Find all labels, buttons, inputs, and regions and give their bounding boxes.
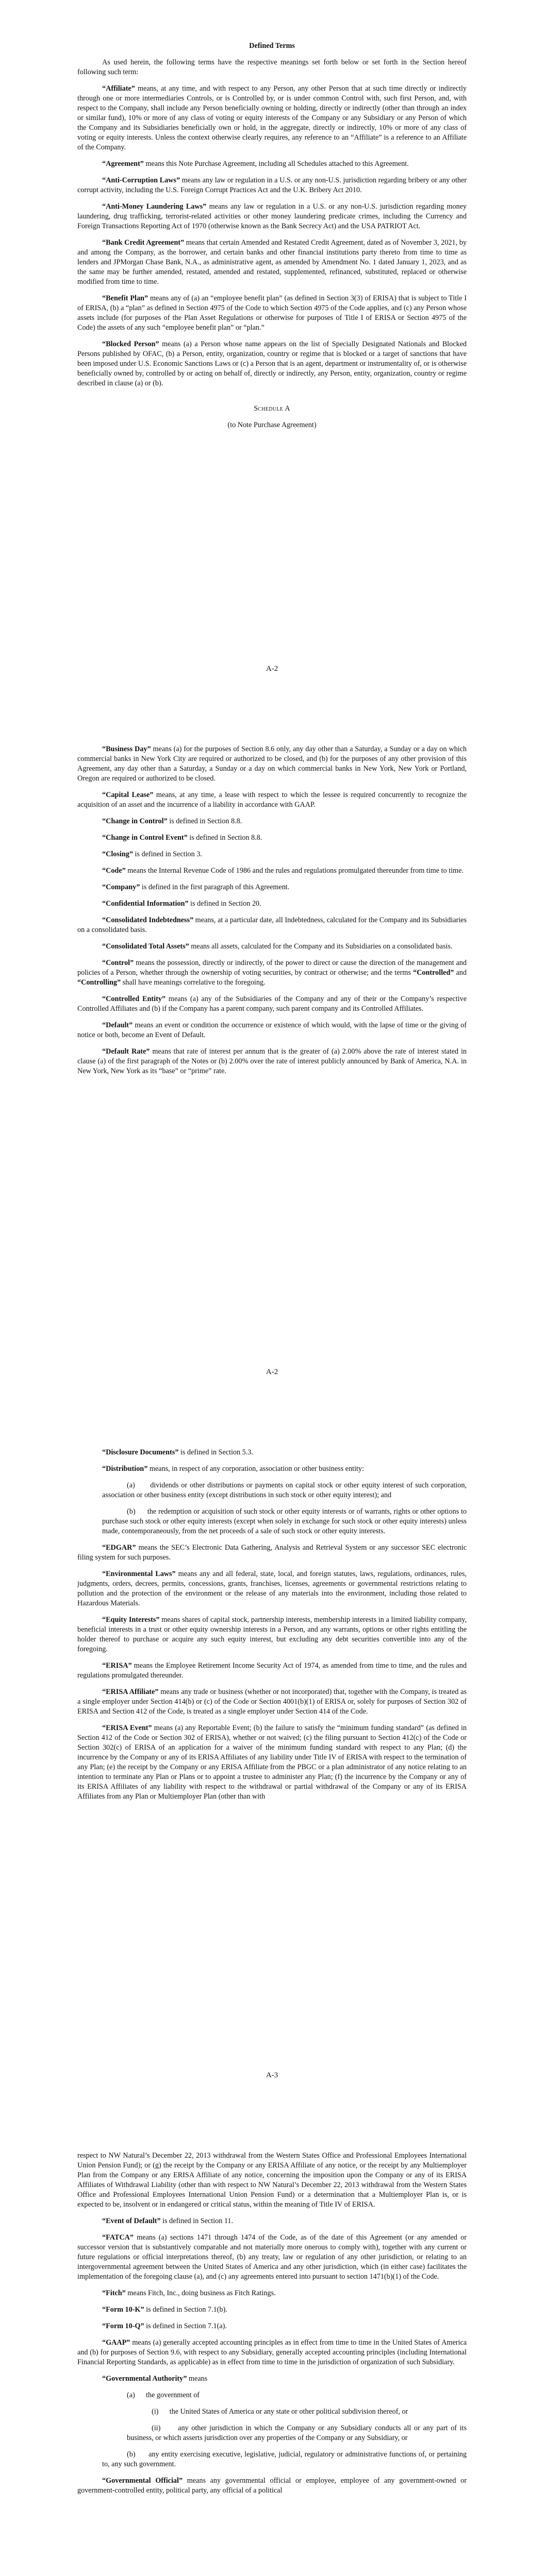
def-change-control-event: [77, 833, 467, 843]
gov-authority-clauses: [77, 2391, 467, 2469]
heading-defined-terms: Defined Terms: [249, 42, 295, 50]
def-business-day: [77, 744, 467, 784]
gov-authority-clause-ii: [127, 2424, 467, 2443]
def-bank-credit: [77, 238, 467, 287]
def-closing: [77, 850, 467, 859]
def-closing-text: is defined in Section 3.: [133, 850, 202, 858]
term-confidential: “Confidential Information”: [102, 900, 189, 908]
term-distribution: “Distribution”: [102, 1465, 148, 1473]
def-gov-official: [77, 2476, 467, 2496]
def-affiliate-text: means, at any time, and with respect to any Person, any other Person that at such time directly or indirectly through one or more intermediaries Controls, or is Controlled by, or is under common Control with, such first Person, and, with respect to the Company, shall include any Person beneficially owning or holding, directly or indirectly (other than through an index or similar fund), 10% or more of any class of voting or equity interests of the Company or any Subsidiary or any Person of which the Company and its Subsidiaries beneficially own or hold, in the aggregate, directly or indirectly, 10% or more of any class of voting or equity interests. Unless the context otherwise clearly requires, any reference to an “Affiliate” is a reference to an Affiliate of the Company.: [77, 84, 467, 151]
def-control: [77, 958, 467, 988]
def-control-mid: and: [454, 969, 467, 977]
def-controlled-entity-text: means (a) any of the Subsidiaries of the Company and any of their or the Company’s respective Controlled Affiliates and (b) if the Company has a parent company, such parent company and its Controlled Affiliates.: [77, 995, 467, 1013]
erisa-event-continued-text: respect to NW Natural’s December 22, 2013 withdrawal from the Western States Office and Professional Employees International Union Pension Fund); or (g) the receipt by the Company or any ERISA Affiliate of any notice, or the receipt by any Multiemployer Plan from the Company or any ERISA Affiliate of any notice, concerning the imposition upon the Company or any of its ERISA Affiliates of Withdrawal Liability (other than with respect to NW Natural’s December 22, 2013 withdrawal from the Western States Office and Professional Employees International Union Pension Fund) or a determination that a Multiemployer Plan is, or is expected to be, insolvent or in endangered or critical status, within the meaning of Title IV of ERISA.: [77, 2151, 467, 2209]
term-controlled-entity: “Controlled Entity”: [102, 995, 166, 1003]
def-business-day-text: means (a) for the purposes of Section 8.6 only, any day other than a Saturday, a Sunday or a day on which commercial banks in New York City are required or authorized to be closed, and (b) for the purposes of any other provision of this Agreement, any day other than a Saturday, a Sunday or a day on which commercial banks in New York, New York or Portland, Oregon are required or authorized to be closed.: [77, 745, 467, 783]
term-anti-money: “Anti-Money Laundering Laws”: [102, 202, 207, 211]
def-edgar: [77, 1543, 467, 1563]
def-distribution: [77, 1464, 467, 1474]
page-a3: [0, 1406, 544, 2110]
def-gov-authority: [77, 2374, 467, 2384]
def-edgar-text: means the SEC’s Electronic Data Gathering, Analysis and Retrieval System or any successor SEC electronic filing system for such purposes.: [77, 1544, 467, 1562]
def-disclosure: [77, 1448, 467, 1458]
erisa-event-continued: [77, 2151, 467, 2210]
def-default-text: means an event or condition the occurrence or existence of which would, with the lapse of time or the giving of notice or both, become an Event of Default.: [77, 1021, 467, 1039]
def-agreement-text: means this Note Purchase Agreement, including all Schedules attached to this Agreement.: [143, 160, 409, 168]
def-gaap-text: means (a) generally accepted accounting principles as in effect from time to time in the United States of America and (b) for purposes of Section 9.6, with respect to any Subsidiary, generally accepted accounting principles (including International Financial Reporting Standards, as applicable) as in effect from time to time in the jurisdiction of organization of such Subsidiary.: [77, 2338, 467, 2366]
def-cons-assets-text: means all assets, calculated for the Company and its Subsidiaries on a consolidated basis.: [189, 942, 453, 951]
def-anti-money-text: means any law or regulation in a U.S. or any non-U.S. jurisdiction regarding money laundering, drug trafficking, terrorist-related activities or other money laundering predicate crimes, including the Currency and Foreign Transactions Reporting Act of 1970 (otherwise known as the Bank Secrecy Act) and the USA PATRIOT Act.: [77, 202, 467, 230]
def-bank-credit-text: means that certain Amended and Restated Credit Agreement, dated as of November 3, 2021, by and among the Company, as the borrower, and certain banks and other financial institutions party thereto from time to time as lenders and JPMorgan Chase Bank, N.A., as administrative agent, as amended by Amendment No. 1 dated January 1, 2023, and as the same may be further amended, restated, amended and restated, supplemented, refinanced, substituted, replaced or otherwise modified from time to time.: [77, 239, 467, 286]
def-fitch: [77, 2289, 467, 2298]
def-blocked-person-text: means (a) a Person whose name appears on the list of Specially Designated Nationals and Blocked Persons published by OFAC, (b) a Person, entity, organization, country or regime that is blocked or a target of sanctions that have been imposed under U.S. Economic Sanctions Laws or (c) a Person that is an agent, department or instrumentality of, or is otherwise beneficially owned by, controlled by or acting on behalf of, directly or indirectly, any Person, entity, organization, country or regime described in clause (a) or (b).: [77, 340, 467, 387]
def-affiliate: [77, 84, 467, 152]
def-confidential-text: is defined in Section 20.: [188, 900, 261, 908]
def-form-10q: [77, 2321, 467, 2331]
term-fitch: “Fitch”: [102, 2289, 126, 2297]
page-number: A-3: [266, 2071, 278, 2079]
def-default-rate: [77, 1047, 467, 1076]
def-benefit-plan-text: means any of (a) an “employee benefit plan” (as defined in Section 3(3) of ERISA) that is subject to Title I of ERISA, (b) a “plan” as defined in Section 4975 of the Code to which Section 4975 of the Code applies, and (c) any Person whose assets include (for purposes of the Plan Asset Regulations or otherwise for purposes of Title I of ERISA or Section 4975 of the Code) the assets of any such “employee benefit plan” or “plan.”: [77, 294, 467, 332]
distribution-clause-b: (b) the redemption or acquisition of such stock or other equity interests or of warrants, rights or other options to purchase such stock or other equity interests (except when solely in exchange for such stock or other equity interests) unless made, contemporaneously, from the net proceeds of a sale of such stock or other equity interests.: [102, 1507, 467, 1535]
term-code: “Code”: [102, 867, 126, 875]
term-closing: “Closing”: [102, 850, 133, 858]
schedule-label: Schedule A: [254, 404, 290, 413]
gov-authority-clause-i-text: (i) the United States of America or any state or other political subdivision thereof, or: [152, 2408, 408, 2416]
def-code: [77, 866, 467, 876]
def-change-control-text: is defined in Section 8.8.: [167, 817, 242, 825]
def-company-text: is defined in the first paragraph of this Agreement.: [140, 883, 290, 891]
term-blocked-person: “Blocked Person”: [102, 340, 159, 348]
def-env-laws: [77, 1569, 467, 1608]
def-anti-corruption-text: means any law or regulation in a U.S. or any non-U.S. jurisdiction regarding bribery or any other corrupt activity, including the U.S. Foreign Corrupt Practices Act and the U.K. Bribery Act 2010.: [77, 176, 467, 194]
schedule-sublabel: (to Note Purchase Agreement): [227, 421, 317, 429]
gov-authority-clause-a: [102, 2391, 467, 2400]
def-erisa-event: [77, 1723, 467, 1802]
def-erisa-event-text: means (a) any Reportable Event; (b) the failure to satisfy the “minimum funding standard” (as defined in Section 412 of the Code or Section 302 of ERISA), whether or not waived; (c) the filing pursuant to Section 412(c) of the Code or Section 302(c) of ERISA of an application for a waiver of the minimum funding standard with respect to any Plan; (d) the incurrence by the Company or any of its ERISA Affiliates of any liability under Title IV of ERISA with respect to the termination of any Plan; (e) the receipt by the Company or any ERISA Affiliate from the PBGC or a plan administrator of any notice relating to an intention to terminate any Plan or Plans or to appoint a trustee to administer any Plan; (f) the incurrence by the Company or any of its ERISA Affiliates of any liability with respect to the withdrawal or partial withdrawal of the Company or any of its ERISA Affiliates from any Plan or Multiemployer Plan (other than with: [77, 1724, 467, 1801]
def-controlled-entity: [77, 994, 467, 1014]
term-fatca: “FATCA”: [102, 2233, 134, 2242]
def-erisa-affiliate-text: means any trade or business (whether or not incorporated) that, together with the Company, is treated as a single employer under Section 414(b) or (c) of the Code or Section 4001(b)(1) of ERISA or, solely for purposes of Section 302 of ERISA and Section 412 of the Code, is treated as a single employer under Section 414 of the Code.: [77, 1688, 467, 1716]
def-control-text: means the possession, directly or indirectly, of the power to direct or cause the direction of the management and policies of a Person, whether through the ownership of voting securities, by contract or otherwise; and the terms: [77, 959, 467, 977]
page-number: A-2: [266, 665, 278, 673]
def-fitch-text: means Fitch, Inc., doing business as Fitch Ratings.: [125, 2289, 276, 2297]
def-form-10k: [77, 2305, 467, 2315]
def-agreement: [77, 159, 467, 169]
def-change-control: [77, 817, 467, 826]
term-gov-official: “Governmental Official”: [102, 2477, 183, 2485]
page-a4: [0, 2110, 544, 2576]
term-form-10k: “Form 10-K”: [102, 2306, 144, 2314]
gov-authority-clause-i: [127, 2407, 467, 2417]
distribution-clause-a: (a) dividends or other distributions or payments on capital stock or other equity interest of such corporation, association or other business entity (except distributions in such stock or other equity interest); and: [102, 1481, 467, 1499]
def-form-10k-text: is defined in Section 7.1(b).: [144, 2306, 227, 2314]
def-capital-lease-text: means, at any time, a lease with respect to which the lessee is required concurrently to recognize the acquisition of an asset and the incurrence of a liability in accordance with GAAP.: [77, 791, 467, 809]
def-code-text: means the Internal Revenue Code of 1986 and the rules and regulations promulgated thereunder from time to time.: [125, 867, 464, 875]
def-event-default: [77, 2216, 467, 2226]
def-anti-corruption: [77, 176, 467, 195]
term-business-day: “Business Day”: [102, 745, 151, 753]
def-erisa: [77, 1661, 467, 1681]
def-disclosure-text: is defined in Section 5.3.: [178, 1448, 253, 1456]
def-equity: [77, 1615, 467, 1654]
term-anti-corruption: “Anti-Corruption Laws”: [102, 176, 180, 184]
term-company: “Company”: [102, 883, 140, 891]
gov-authority-clause-a-text: (a) the government of: [127, 2391, 200, 2399]
distribution-clauses: [77, 1481, 467, 1536]
page-a1: [0, 0, 544, 703]
def-fatca: [77, 2233, 467, 2282]
term-equity: “Equity Interests”: [102, 1616, 160, 1624]
term-disclosure: “Disclosure Documents”: [102, 1448, 179, 1456]
term-default-rate: “Default Rate”: [102, 1047, 150, 1056]
def-equity-text: means shares of capital stock, partnership interests, membership interests in a limited liability company, beneficial interests in a trust or other equity ownership interests in a Person, and any warrants, options or other rights entitling the holder thereof to purchase or acquire any such equity interest, but excluding any debt securities convertible into any of the foregoing.: [77, 1616, 467, 1653]
def-gov-official-text: means any governmental official or employee, employee of any government-owned or government-controlled entity, political party, any official of a political: [77, 2477, 467, 2495]
def-fatca-text: means (a) sections 1471 through 1474 of the Code, as of the date of this Agreement (or any amended or successor version that is substantively comparable and not materially more onerous to comply with), together with any current or future regulations or official interpretations thereof, (b) any treaty, law or regulation of any other jurisdiction, or relating to an intergovernmental agreement between the United States of America and any other jurisdiction, which (in either case) facilitates the implementation of the foregoing clause (a), and (c) any agreements entered into pursuant to section 1471(b)(1) of the Code.: [77, 2233, 467, 2281]
def-erisa-affiliate: [77, 1687, 467, 1717]
gov-authority-clause-ii-text: (ii) any other jurisdiction in which the Company or any Subsidiary conducts all or any part of its business, or which asserts jurisdiction over any properties of the Company or any Subsidiary, or: [127, 2424, 467, 2442]
def-default-rate-text: means that rate of interest per annum that is the greater of (a) 2.00% above the rate of interest stated in clause (a) of the first paragraph of the Notes or (b) 2.00% over the rate of interest publicly announced by Bank of America, N.A. in New York, New York as its “base” or “prime” rate.: [77, 1047, 467, 1075]
term-controlling: “Controlling”: [77, 978, 121, 987]
term-change-control-event: “Change in Control Event”: [102, 834, 188, 842]
term-controlled: “Controlled”: [413, 969, 454, 977]
def-env-laws-text: means any and all federal, state, local, and foreign statutes, laws, regulations, ordinances, rules, judgments, orders, decrees, permits, concessions, grants, franchises, licenses, agreements or governmental restrictions relating to pollution and the protection of the environment or the release of any materials into the environment, including those related to Hazardous Materials.: [77, 1570, 467, 1607]
def-gaap: [77, 2338, 467, 2367]
def-control-end: shall have meanings correlative to the foregoing.: [121, 978, 266, 987]
term-erisa: “ERISA”: [102, 1662, 132, 1670]
term-change-control: “Change in Control”: [102, 817, 168, 825]
term-gaap: “GAAP”: [102, 2338, 130, 2347]
gov-authority-subclauses: [102, 2407, 467, 2443]
term-form-10q: “Form 10-Q”: [102, 2322, 144, 2330]
page-number: A-2: [266, 1368, 278, 1376]
def-form-10q-text: is defined in Section 7.1(a).: [144, 2322, 227, 2330]
term-erisa-affiliate: “ERISA Affiliate”: [102, 1688, 159, 1696]
term-gov-authority: “Governmental Authority”: [102, 2375, 187, 2383]
def-distribution-text: means, in respect of any corporation, association or other business entity:: [147, 1465, 364, 1473]
def-default: [77, 1021, 467, 1040]
term-event-default: “Event of Default”: [102, 2217, 161, 2225]
def-confidential: [77, 899, 467, 909]
intro-paragraph: As used herein, the following terms have the respective meanings set forth below or set forth in the Section hereof following such term:: [77, 58, 467, 76]
def-cons-assets: [77, 942, 467, 952]
page-a2: [0, 703, 544, 1406]
term-cons-indebtedness: “Consolidated Indebtedness”: [102, 916, 194, 924]
term-control: “Control”: [102, 959, 134, 967]
term-edgar: “EDGAR”: [102, 1544, 136, 1552]
gov-authority-clause-b-text: (b) any entity exercising executive, legislative, judicial, regulatory or administrative functions of, or pertaining to, any such government.: [102, 2450, 467, 2468]
term-agreement: “Agreement”: [102, 160, 144, 168]
def-event-default-text: is defined in Section 11.: [160, 2217, 234, 2225]
term-default: “Default”: [102, 1021, 133, 1029]
term-affiliate: “Affiliate”: [102, 84, 135, 93]
def-anti-money: [77, 202, 467, 231]
def-company: [77, 883, 467, 892]
def-blocked-person: [77, 340, 467, 388]
term-erisa-event: “ERISA Event”: [102, 1724, 152, 1732]
def-erisa-text: means the Employee Retirement Income Security Act of 1974, as amended from time to time, and the rules and regulations promulgated thereunder.: [77, 1662, 467, 1680]
term-env-laws: “Environmental Laws”: [102, 1570, 176, 1578]
def-capital-lease: [77, 790, 467, 810]
def-benefit-plan: [77, 294, 467, 333]
def-cons-indebtedness-text: means, at a particular date, all Indebtedness, calculated for the Company and its Subsidiaries on a consolidated basis.: [77, 916, 467, 934]
gov-authority-clause-b: [102, 2450, 467, 2469]
def-gov-authority-text: means: [187, 2375, 208, 2383]
term-capital-lease: “Capital Lease”: [102, 791, 154, 799]
def-cons-indebtedness: [77, 916, 467, 935]
term-cons-assets: “Consolidated Total Assets”: [102, 942, 189, 951]
term-benefit-plan: “Benefit Plan”: [102, 294, 149, 302]
term-bank-credit: “Bank Credit Agreement”: [102, 239, 185, 247]
def-change-control-event-text: is defined in Section 8.8.: [187, 834, 262, 842]
